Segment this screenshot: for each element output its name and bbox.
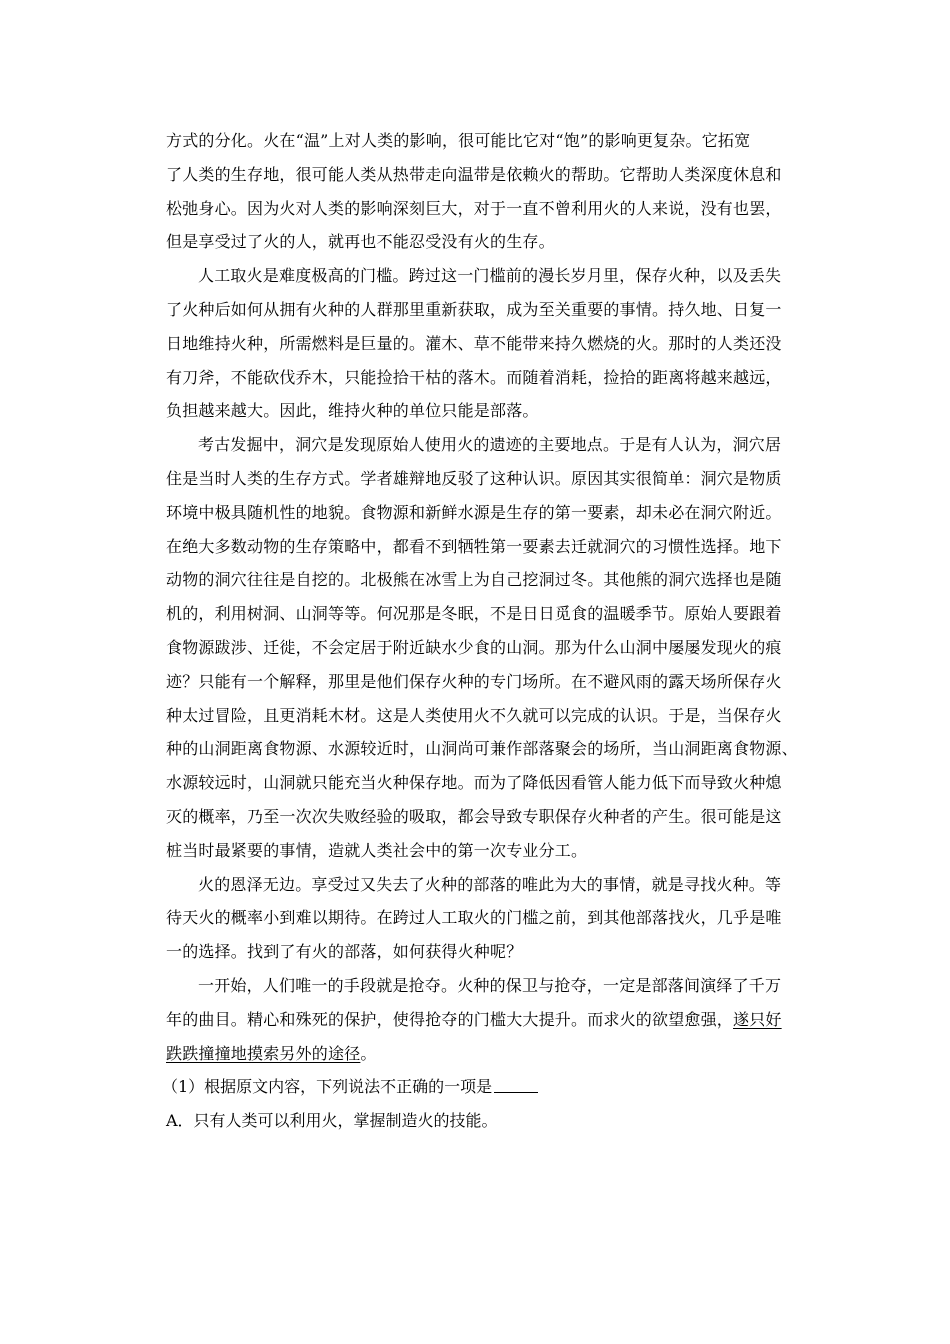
paragraph-line: 负担越来越大。因此，维持火种的单位只能是部落。 <box>166 401 539 421</box>
paragraph-2 <box>166 259 810 428</box>
paragraph-line: 灭的概率，乃至一次次失败经验的吸取，都会导致专职保存火种者的产生。很可能是这 <box>166 806 782 826</box>
paragraph-4 <box>166 868 810 969</box>
paragraph-line: 种的山洞距离食物源、水源较近时，山洞尚可兼作部落聚会的场所，当山洞距离食物源、 <box>166 739 798 759</box>
paragraph-line: 住是当时人类的生存方式。学者雄辩地反驳了这种认识。原因其实很简单：洞穴是物质 <box>166 468 782 488</box>
paragraph-5-line-2: 年的曲目。精心和殊死的保护，使得抢夺的门槛大大提升。而求火的欲望愈强， <box>166 1009 734 1029</box>
paragraph-3 <box>166 428 810 867</box>
question-1 <box>162 1070 810 1104</box>
paragraph-line: 桩当时最紧要的事情，造就人类社会中的第一次专业分工。 <box>166 840 588 860</box>
paragraph-line: 松弛身心。因为火对人类的影响深刻巨大，对于一直不曾利用火的人来说，没有也罢， <box>166 198 782 218</box>
paragraph-line: 日地维持火种，所需燃料是巨量的。灌木、草不能带来持久燃烧的火。那时的人类还没 <box>166 333 782 353</box>
paragraph-line: 一的选择。找到了有火的部落，如何获得火种呢？ <box>166 942 523 962</box>
paragraph-line: 水源较远时，山洞就只能充当火种保存地。而为了降低因看管人能力低下而导致火种熄 <box>166 773 782 793</box>
option-a-text: A．只有人类可以利用火，掌握制造火的技能。 <box>166 1111 498 1131</box>
paragraph-line: 考古发掘中，洞穴是发现原始人使用火的遗迹的主要地点。于是有人认为，洞穴居 <box>198 435 782 455</box>
underlined-phrase-end: 跌跌撞撞地摸索另外的途径 <box>166 1043 361 1063</box>
option-a <box>166 1104 810 1138</box>
paragraph-line: 了人类的生存地，很可能人类从热带走向温带是依赖火的帮助。它帮助人类深度休息和 <box>166 164 782 184</box>
answer-blank[interactable] <box>494 1076 538 1093</box>
paragraph-line: 种太过冒险，且更消耗木材。这是人类使用火不久就可以完成的认识。于是，当保存火 <box>166 705 782 725</box>
paragraph-line: 人工取火是难度极高的门槛。跨过这一门槛前的漫长岁月里，保存火种，以及丢失 <box>198 266 782 286</box>
paragraph-line: 有刀斧，不能砍伐乔木，只能捡拾干枯的落木。而随着消耗，捡拾的距离将越来越远， <box>166 367 782 387</box>
paragraph-line: 但是享受过了火的人，就再也不能忍受没有火的生存。 <box>166 232 555 252</box>
paragraph-line <box>166 1003 810 1037</box>
paragraph-5-line-3-end: 。 <box>360 1043 377 1063</box>
underlined-phrase-start: 遂只好 <box>733 1009 782 1029</box>
paragraph-5 <box>166 969 810 1070</box>
paragraph-line: 动物的洞穴往往是自挖的。北极熊在冰雪上为自己挖洞过冬。其他熊的洞穴选择也是随 <box>166 570 782 590</box>
paragraph-line: 迹？只能有一个解释，那里是他们保存火种的专门场所。在不避风雨的露天场所保存火 <box>166 671 782 691</box>
paragraph-line: 火的恩泽无边。享受过又失去了火种的部落的唯此为大的事情，就是寻找火种。等 <box>198 874 782 894</box>
paragraph-line: 机的，利用树洞、山洞等等。何况那是冬眠，不是日日觅食的温暖季节。原始人要跟着 <box>166 604 782 624</box>
paragraph-line: 待天火的概率小到难以期待。在跨过人工取火的门槛之前，到其他部落找火，几乎是唯 <box>166 908 782 928</box>
paragraph-line: 食物源跋涉、迁徙，不会定居于附近缺水少食的山洞。那为什么山洞中屡屡发现火的痕 <box>166 637 782 657</box>
paragraph-line: 在绝大多数动物的生存策略中，都看不到牺牲第一要素去迁就洞穴的习惯性选择。地下 <box>166 536 782 556</box>
paragraph-line <box>166 969 810 1003</box>
paragraph-line: 环境中极具随机性的地貌。食物源和新鲜水源是生存的第一要素，却未必在洞穴附近。 <box>166 502 782 522</box>
article-body <box>162 124 810 1138</box>
paragraph-line: 方式的分化。火在“温”上对人类的影响，很可能比它对“饱”的影响更复杂。它拓宽 <box>166 131 751 150</box>
paragraph-1 <box>166 124 810 259</box>
question-prompt: （1）根据原文内容，下列说法不正确的一项是 <box>162 1077 493 1097</box>
paragraph-line: 了火种后如何从拥有火种的人群那里重新获取，成为至关重要的事情。持久地、日复一 <box>166 299 782 319</box>
paragraph-5-line-1: 一开始，人们唯一的手段就是抢夺。火种的保卫与抢夺，一定是部落间演绎了千万 <box>198 975 782 995</box>
paragraph-line <box>166 1037 810 1071</box>
